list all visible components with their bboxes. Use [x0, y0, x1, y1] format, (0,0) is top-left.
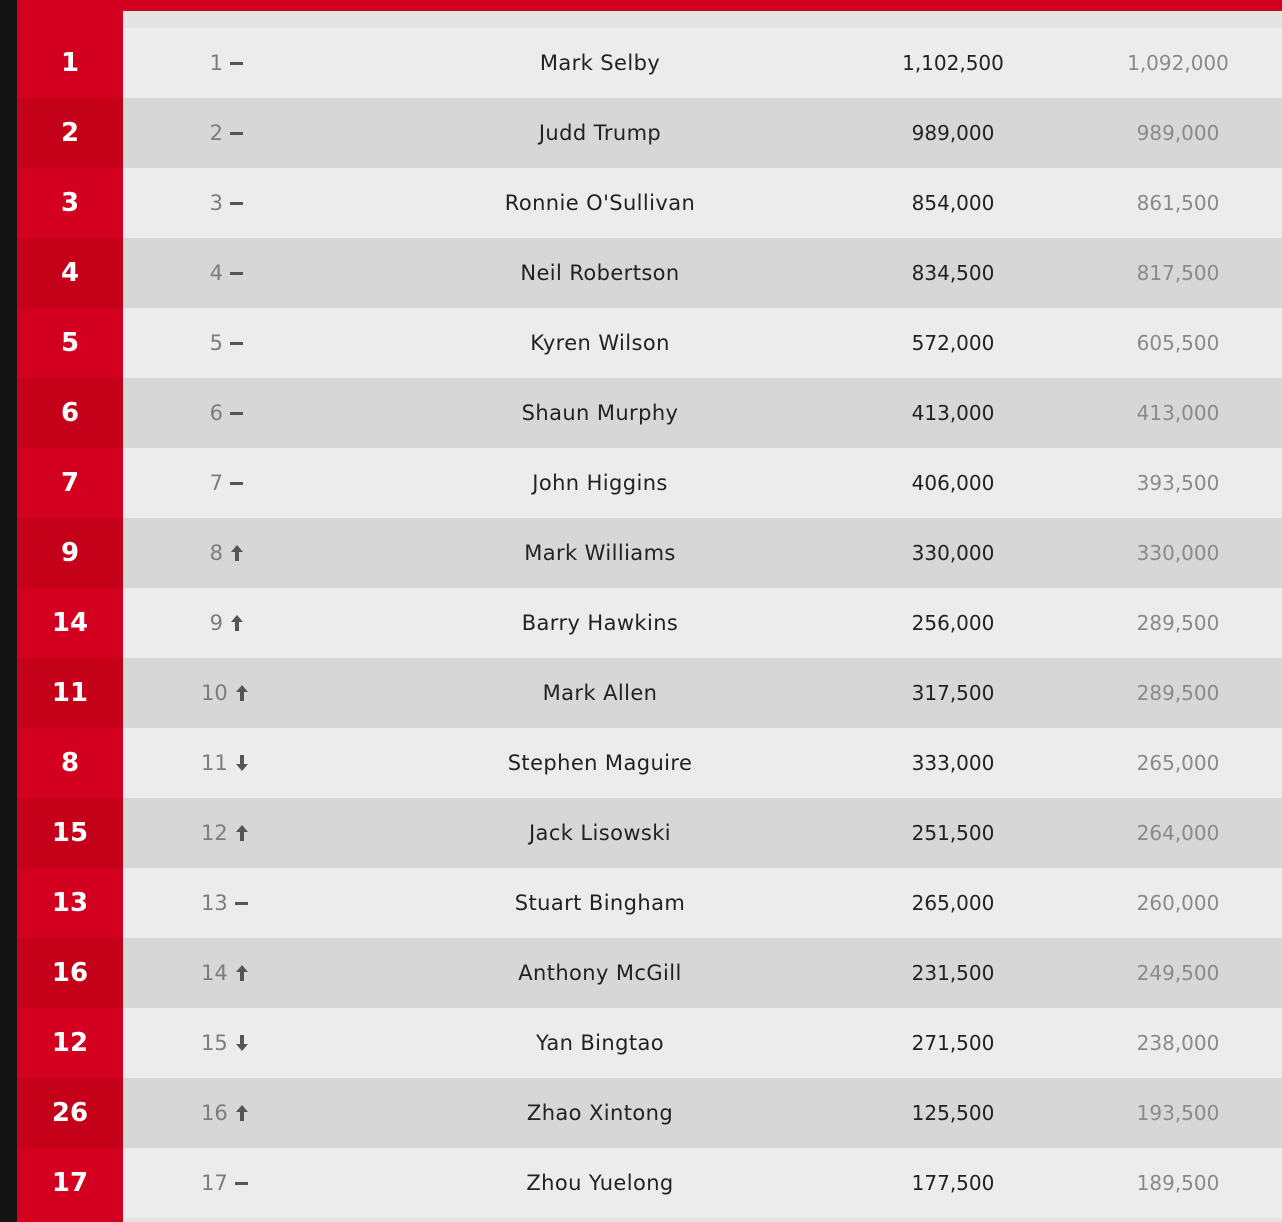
- player-name[interactable]: Zhou Yuelong: [526, 1171, 674, 1195]
- table-row[interactable]: [17, 588, 1282, 658]
- previous-rank-value: 8: [209, 541, 223, 565]
- no-change-dash-icon: [229, 53, 245, 73]
- rank-number: 4: [17, 238, 123, 308]
- table-row[interactable]: [17, 868, 1282, 938]
- ranking-points: 406,000: [911, 471, 995, 495]
- arrow-up-icon: [234, 823, 250, 843]
- previous-rank: [201, 751, 271, 775]
- rank-number: 9: [17, 518, 123, 588]
- table-row[interactable]: [17, 448, 1282, 518]
- previous-rank-value: 16: [201, 1101, 228, 1125]
- arrow-up-icon: [234, 1103, 250, 1123]
- player-name[interactable]: Mark Selby: [539, 51, 661, 75]
- previous-rank: [201, 191, 271, 215]
- ranking-points: 330,000: [911, 541, 995, 565]
- row-cells: [123, 658, 1282, 728]
- ranking-points-alt: 1,092,000: [1127, 51, 1229, 75]
- table-row[interactable]: [17, 518, 1282, 588]
- ranking-points: 854,000: [911, 191, 995, 215]
- ranking-points: 989,000: [911, 121, 995, 145]
- ranking-points-alt: 413,000: [1136, 401, 1220, 425]
- row-cells: [123, 518, 1282, 588]
- rank-number: 15: [17, 798, 123, 868]
- player-name[interactable]: Neil Robertson: [520, 261, 680, 285]
- previous-rank: [201, 961, 271, 985]
- previous-rank-value: 1: [209, 51, 223, 75]
- table-row[interactable]: [17, 168, 1282, 238]
- player-name[interactable]: Zhao Xintong: [526, 1101, 674, 1125]
- player-name[interactable]: Jack Lisowski: [528, 821, 672, 845]
- previous-rank-value: 15: [201, 1031, 228, 1055]
- no-change-dash-icon: [234, 893, 250, 913]
- no-change-dash-icon: [234, 1173, 250, 1193]
- ranking-points: 256,000: [911, 611, 995, 635]
- previous-rank: [201, 821, 271, 845]
- previous-rank-value: 14: [201, 961, 228, 985]
- ranking-points: 413,000: [911, 401, 995, 425]
- rank-number: 2: [17, 98, 123, 168]
- row-cells: [123, 378, 1282, 448]
- row-cells: [123, 28, 1282, 98]
- rank-number: 14: [17, 588, 123, 658]
- previous-rank: [201, 611, 271, 635]
- player-name[interactable]: Stephen Maguire: [507, 751, 693, 775]
- ranking-points: 834,500: [911, 261, 995, 285]
- previous-rank: [201, 121, 271, 145]
- ranking-points-alt: 605,500: [1136, 331, 1220, 355]
- ranking-points: 125,500: [911, 1101, 995, 1125]
- rank-number: 1: [17, 28, 123, 98]
- previous-rank-value: 17: [201, 1171, 228, 1195]
- top-accent-bar: [17, 0, 1282, 11]
- previous-rank: [201, 261, 271, 285]
- row-cells: [123, 1078, 1282, 1148]
- row-cells: [123, 938, 1282, 1008]
- rank-number: 6: [17, 378, 123, 448]
- player-name[interactable]: Mark Allen: [542, 681, 658, 705]
- row-cells: [123, 308, 1282, 378]
- rank-number: 3: [17, 168, 123, 238]
- row-cells: [123, 168, 1282, 238]
- table-row[interactable]: [17, 378, 1282, 448]
- table-row[interactable]: [17, 1078, 1282, 1148]
- row-cells: [123, 728, 1282, 798]
- rank-number: 7: [17, 448, 123, 518]
- ranking-points: 1,102,500: [902, 51, 1004, 75]
- row-cells: [123, 98, 1282, 168]
- row-cells: [123, 868, 1282, 938]
- ranking-points: 271,500: [911, 1031, 995, 1055]
- ranking-points: 251,500: [911, 821, 995, 845]
- previous-rank-value: 5: [209, 331, 223, 355]
- player-name[interactable]: Kyren Wilson: [530, 331, 670, 355]
- no-change-dash-icon: [229, 123, 245, 143]
- rank-number: 12: [17, 1008, 123, 1078]
- previous-rank: [201, 681, 271, 705]
- table-row[interactable]: [17, 238, 1282, 308]
- previous-rank-value: 10: [201, 681, 228, 705]
- previous-rank-value: 3: [209, 191, 223, 215]
- row-cells: [123, 1148, 1282, 1218]
- ranking-points: 317,500: [911, 681, 995, 705]
- rankings-table: [17, 28, 1282, 1218]
- table-row[interactable]: [17, 938, 1282, 1008]
- table-row[interactable]: [17, 28, 1282, 98]
- table-row[interactable]: [17, 728, 1282, 798]
- ranking-points-alt: 289,500: [1136, 681, 1220, 705]
- previous-rank: [201, 1031, 271, 1055]
- previous-rank-value: 6: [209, 401, 223, 425]
- previous-rank-value: 9: [209, 611, 223, 635]
- rank-number: 11: [17, 658, 123, 728]
- arrow-up-icon: [229, 613, 245, 633]
- arrow-down-icon: [234, 753, 250, 773]
- table-row[interactable]: [17, 1148, 1282, 1218]
- arrow-up-icon: [234, 683, 250, 703]
- previous-rank: [201, 1101, 271, 1125]
- ranking-points: 265,000: [911, 891, 995, 915]
- ranking-points-alt: 260,000: [1136, 891, 1220, 915]
- player-name[interactable]: Judd Trump: [538, 121, 662, 145]
- no-change-dash-icon: [229, 333, 245, 353]
- row-cells: [123, 1008, 1282, 1078]
- player-name[interactable]: Shaun Murphy: [521, 401, 679, 425]
- ranking-points-alt: 264,000: [1136, 821, 1220, 845]
- player-name[interactable]: Yan Bingtao: [535, 1031, 665, 1055]
- row-cells: [123, 238, 1282, 308]
- arrow-down-icon: [234, 1033, 250, 1053]
- previous-rank: [201, 401, 271, 425]
- previous-rank-value: 2: [209, 121, 223, 145]
- ranking-points: 231,500: [911, 961, 995, 985]
- player-name[interactable]: Ronnie O'Sullivan: [504, 191, 696, 215]
- no-change-dash-icon: [229, 193, 245, 213]
- ranking-points-alt: 249,500: [1136, 961, 1220, 985]
- ranking-points-alt: 238,000: [1136, 1031, 1220, 1055]
- rank-number: 8: [17, 728, 123, 798]
- ranking-points: 572,000: [911, 331, 995, 355]
- rank-number: 5: [17, 308, 123, 378]
- ranking-points: 177,500: [911, 1171, 995, 1195]
- rank-number: 26: [17, 1078, 123, 1148]
- previous-rank: [201, 891, 271, 915]
- row-cells: [123, 798, 1282, 868]
- rank-number: 17: [17, 1148, 123, 1218]
- rank-number: 16: [17, 938, 123, 1008]
- player-name[interactable]: John Higgins: [532, 471, 668, 495]
- ranking-points: 333,000: [911, 751, 995, 775]
- previous-rank: [201, 1171, 271, 1195]
- ranking-points-alt: 330,000: [1136, 541, 1220, 565]
- table-row[interactable]: [17, 98, 1282, 168]
- no-change-dash-icon: [229, 403, 245, 423]
- ranking-points-alt: 989,000: [1136, 121, 1220, 145]
- ranking-points-alt: 817,500: [1136, 261, 1220, 285]
- ranking-points-alt: 393,500: [1136, 471, 1220, 495]
- table-row[interactable]: [17, 308, 1282, 378]
- row-cells: [123, 448, 1282, 518]
- table-row[interactable]: [17, 798, 1282, 868]
- previous-rank: [201, 471, 271, 495]
- previous-rank-value: 7: [209, 471, 223, 495]
- player-name[interactable]: Mark Williams: [524, 541, 676, 565]
- row-cells: [123, 588, 1282, 658]
- ranking-points-alt: 193,500: [1136, 1101, 1220, 1125]
- table-row[interactable]: [17, 658, 1282, 728]
- no-change-dash-icon: [229, 263, 245, 283]
- previous-rank: [201, 541, 271, 565]
- player-name[interactable]: Stuart Bingham: [514, 891, 686, 915]
- previous-rank-value: 12: [201, 821, 228, 845]
- ranking-points-alt: 289,500: [1136, 611, 1220, 635]
- previous-rank-value: 13: [201, 891, 228, 915]
- previous-rank: [201, 51, 271, 75]
- no-change-dash-icon: [229, 473, 245, 493]
- previous-rank: [201, 331, 271, 355]
- rank-number: 13: [17, 868, 123, 938]
- previous-rank-value: 11: [201, 751, 228, 775]
- arrow-up-icon: [234, 963, 250, 983]
- player-name[interactable]: Barry Hawkins: [521, 611, 679, 635]
- ranking-points-alt: 189,500: [1136, 1171, 1220, 1195]
- previous-rank-value: 4: [209, 261, 223, 285]
- ranking-points-alt: 861,500: [1136, 191, 1220, 215]
- player-name[interactable]: Anthony McGill: [518, 961, 682, 985]
- arrow-up-icon: [229, 543, 245, 563]
- table-row[interactable]: [17, 1008, 1282, 1078]
- ranking-points-alt: 265,000: [1136, 751, 1220, 775]
